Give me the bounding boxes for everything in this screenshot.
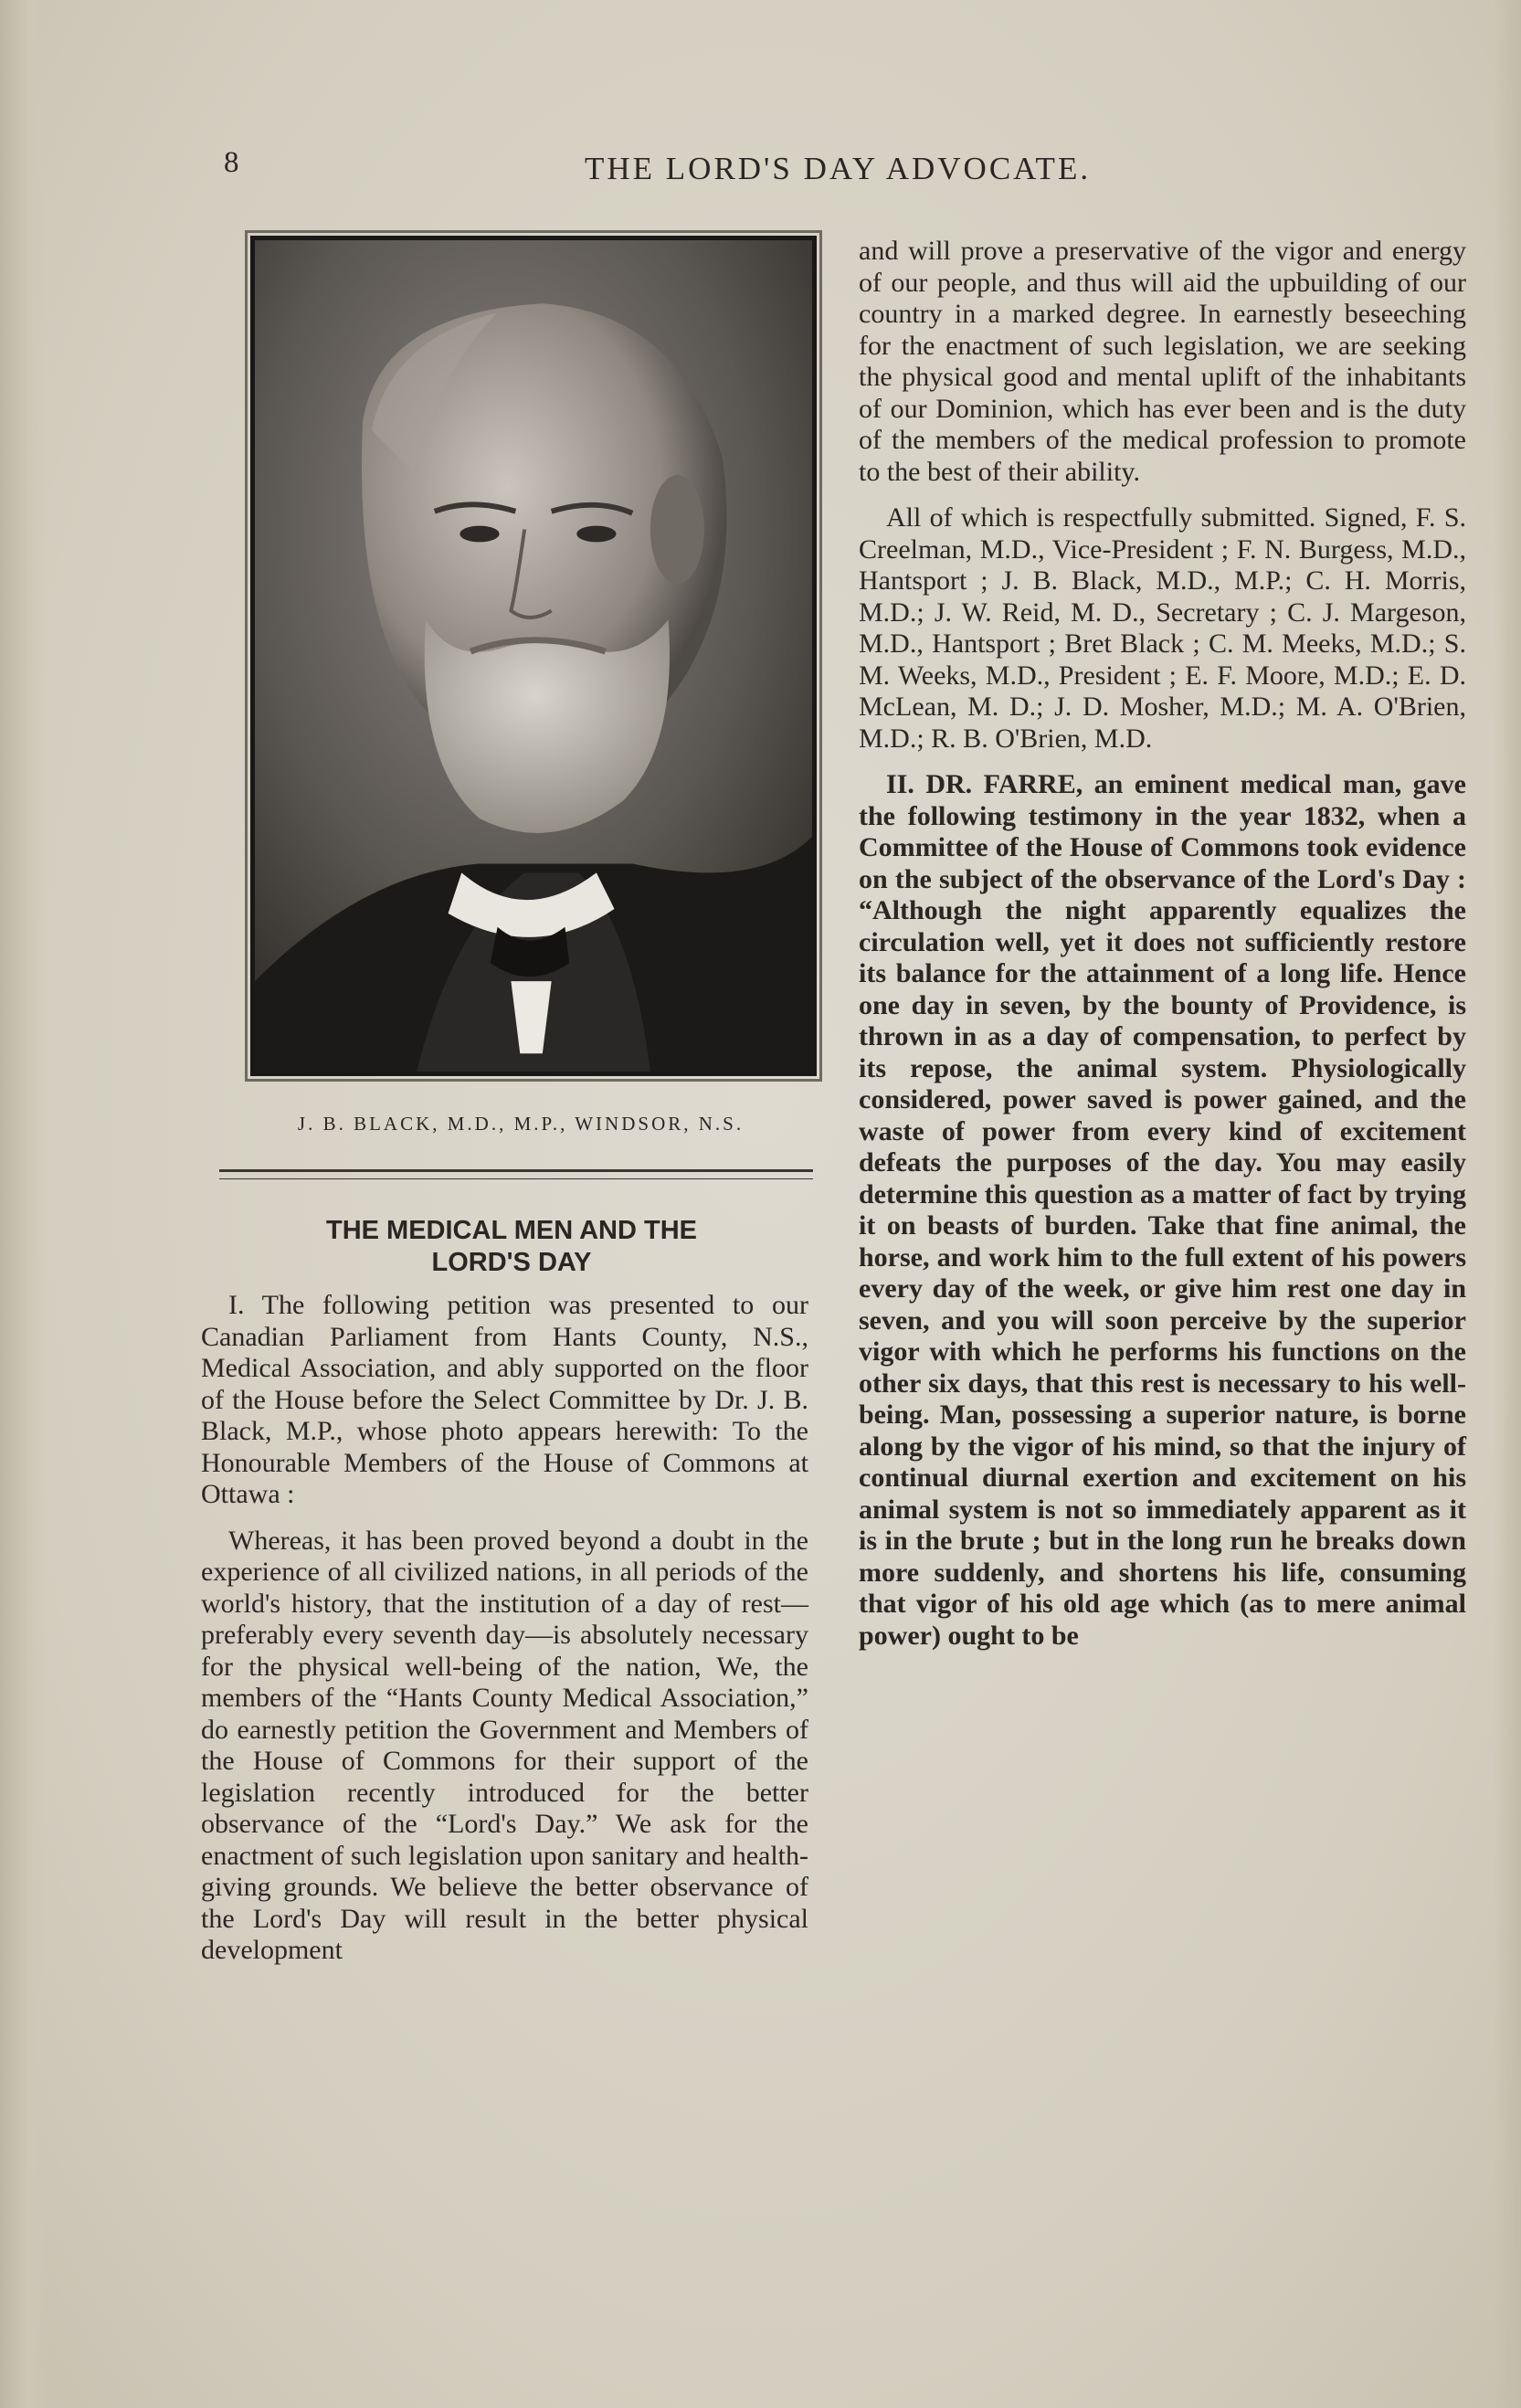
divider-rule bbox=[219, 1169, 813, 1172]
left-column bbox=[201, 1290, 808, 1967]
page-number: 8 bbox=[224, 146, 239, 179]
divider-rule-thin bbox=[219, 1178, 813, 1179]
article-title-line: THE MEDICAL MEN AND THE bbox=[326, 1216, 697, 1245]
paragraph: Whereas, it has been proved beyond a doubt in the experience of all civilized nations, in all periods of the world's history, that the institution of a day of rest—preferably every seventh day—is absolutely necessary for the physical well-being of the nation, We, the members of the “Hants County Medical Association,” do earnestly petition the Government and Members of the House of Commons for their support of the legislation recently introduced for the better observance of the “Lord's Day.” We ask for the enactment of such legislation upon sanitary and health-giving grounds. We believe the better observance of the Lord's Day will result in the better physical development bbox=[201, 1525, 808, 1965]
paragraph: II. DR. FARRE, an eminent medical man, gave the following testimony in the year 1832, when a Committee of the House of Commons took evidence on the subject of the observance of the Lord's Day : “Although the night apparently equalizes the circulation well, yet it does not sufficiently restore its balance for the attainment of a long life. Hence one day in seven, by the bounty of Providence, is thrown in as a day of compensation, to perfect by its repose, the animal system. Physiologically considered, power saved is power gained, and the waste of power from every kind of excitement defeats the purposes of the day. You may easily determine this question as a matter of fact by trying it on beasts of burden. Take that fine animal, the horse, and work him to the full extent of his powers every day of the week, or give him rest one day in seven, and you will soon perceive by the superior vigor with which he performs his functions on the other six days, that this rest is necessary to his well-being. Man, possessing a superior nature, is borne along by the vigor of his mind, so that the injury of continual diurnal exertion and excitement on his animal system is not so immediately apparent as it is in the brute ; but in the long run he breaks down more suddenly, and shortens his life, consuming that vigor of his old age which (as to mere animal power) ought to be bbox=[859, 769, 1466, 1651]
running-head: THE LORD'S DAY ADVOCATE. bbox=[585, 151, 1092, 186]
binding-edge bbox=[0, 0, 48, 2408]
portrait-photo bbox=[250, 236, 817, 1076]
paragraph: I. The following petition was presented to our Canadian Parliament from Hants County, N.S., Medical Association, and ably supported on the floor of the House before the Select Committee by Dr. J. B. Black, M.P., whose photo appears herewith: To the Honourable Members of the House of Commons at Ottawa : bbox=[201, 1290, 808, 1509]
right-column bbox=[859, 236, 1466, 1652]
portrait-caption: J. B. BLACK, M.D., M.P., WINDSOR, N.S. bbox=[297, 1113, 745, 1135]
article-title-line: LORD'S DAY bbox=[431, 1247, 592, 1277]
page-edge bbox=[1494, 0, 1521, 2408]
article-title bbox=[210, 1215, 813, 1279]
paragraph: All of which is respectfully submitted. Signed, F. S. Creelman, M.D., Vice-President ; F. N. Burgess, M.D., Hantsport ; J. B. Black, M.D., M.P.; C. H. Morris, M.D.; J. W. Reid, M. D., Secretary ; C. J. Margeson, M.D., Hantsport ; Bret Black ; C. M. Meeks, M.D.; S. M. Weeks, M.D., President ; E. F. Moore, M.D.; E. D. McLean, M. D.; J. D. Mosher, M.D.; M. A. O'Brien, M.D.; R. B. O'Brien, M.D. bbox=[859, 502, 1466, 754]
paragraph: and will prove a preservative of the vigor and energy of our people, and thus will aid the upbuilding of our country in a marked degree. In earnestly beseeching for the enactment of such legislation, we are seeking the physical good and mental uplift of the inhabitants of our Dominion, which has ever been and is the duty of the members of the medical profession to promote to the best of their ability. bbox=[859, 236, 1466, 487]
portrait-illustration bbox=[255, 240, 812, 1072]
